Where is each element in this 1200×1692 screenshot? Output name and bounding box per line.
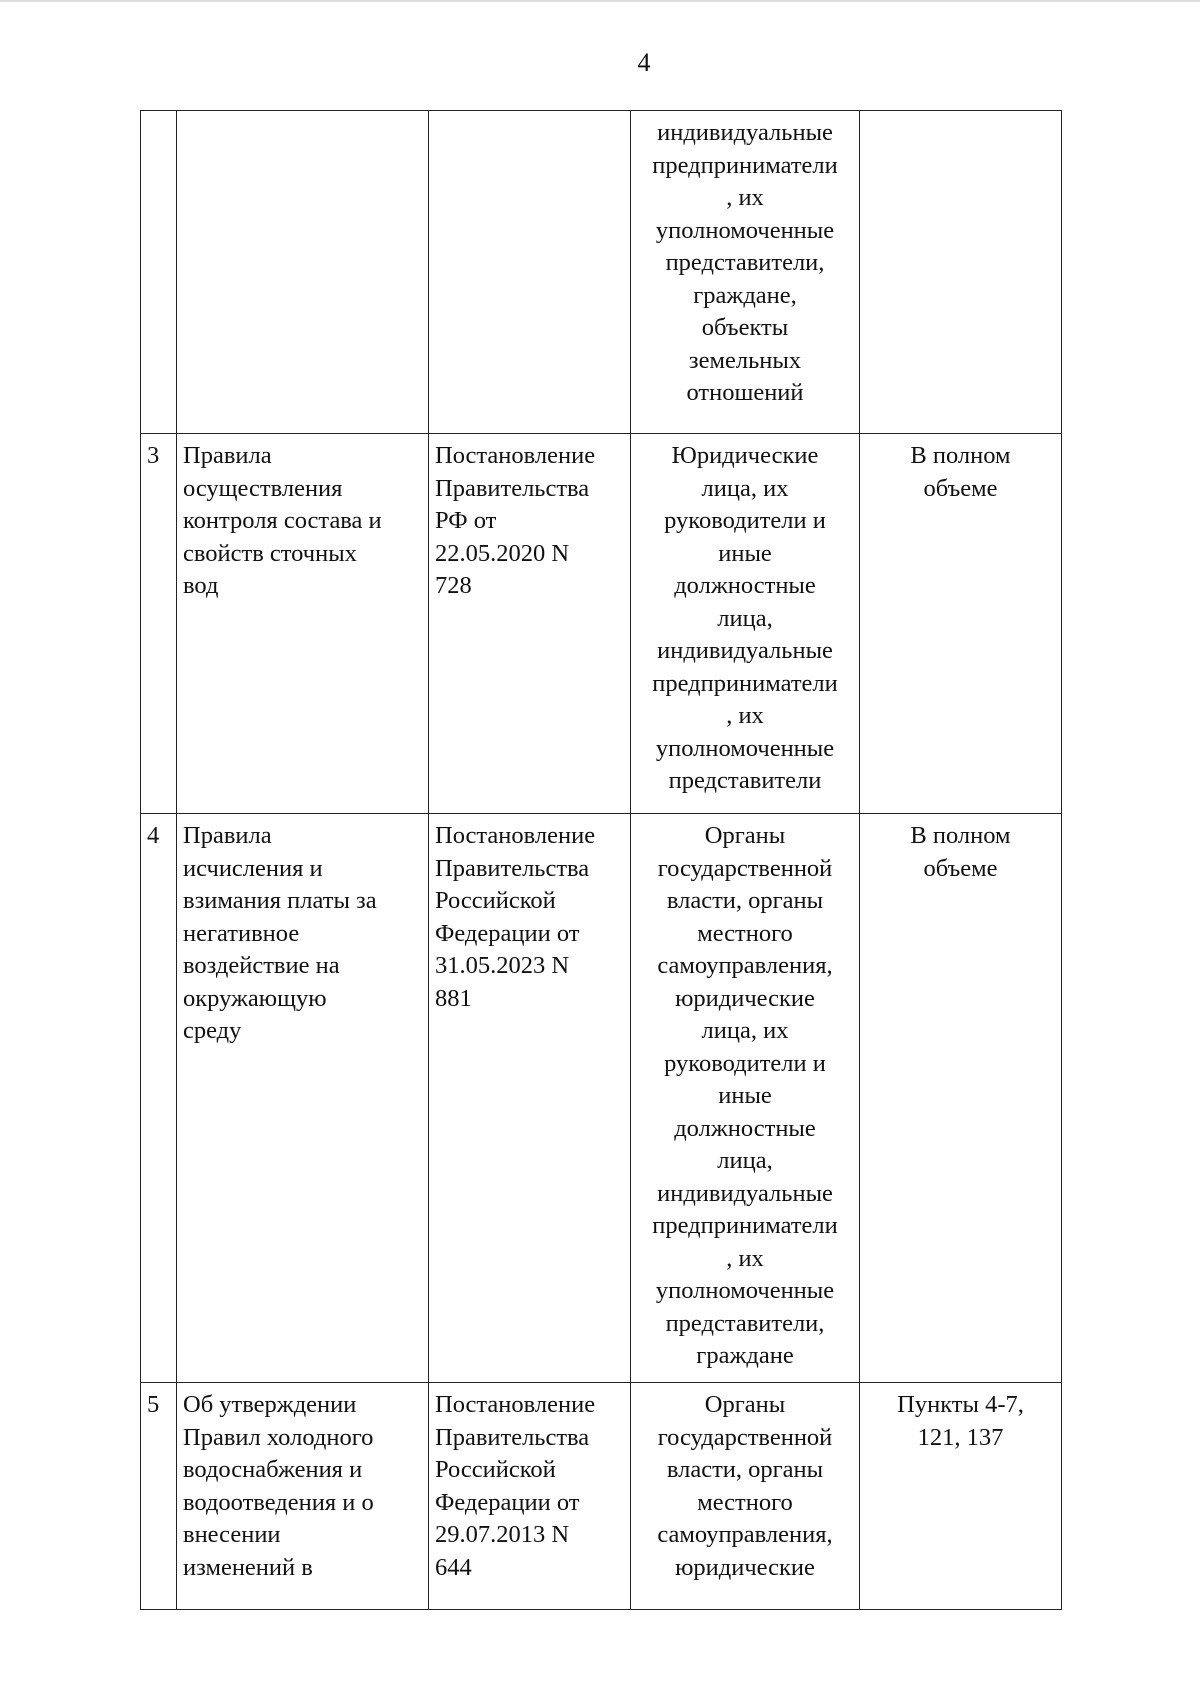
scan-edge	[0, 0, 1200, 2]
act-name-cell	[177, 111, 429, 434]
subjects-cell	[631, 111, 860, 434]
act-details: Постановление Правительства РФ от 22.05.2020 N 728	[435, 442, 596, 599]
act-details-cell	[429, 1383, 631, 1610]
row-number-cell	[141, 434, 177, 814]
table-row	[141, 814, 1062, 1383]
subjects: Органы государственной власти, органы местного самоуправления, юридические лица, их руководители и иные должностные лица, индивидуальные предприниматели , их уполномоченные представители, граждане	[652, 822, 838, 1369]
scope-cell	[860, 1383, 1062, 1610]
act-details: Постановление Правительства Российской Федерации от 31.05.2023 N 881	[435, 822, 596, 1012]
scope-cell	[860, 814, 1062, 1383]
scope: Пункты 4-7, 121, 137	[897, 1391, 1024, 1451]
scope: В полном объеме	[910, 442, 1011, 502]
row-number: 5	[147, 1391, 160, 1418]
subjects: Юридические лица, их руководители и иные должностные лица, индивидуальные предприниматели , их уполномоченные представители	[652, 442, 838, 794]
subjects: индивидуальные предприниматели , их уполномоченные представители, граждане, объекты земельных отношений	[652, 119, 838, 406]
subjects-cell	[631, 1383, 860, 1610]
act-name: Об утверждении Правил холодного водоснабжения и водоотведения и о внесении изменений в	[183, 1391, 374, 1581]
act-name-cell	[177, 434, 429, 814]
table-row	[141, 434, 1062, 814]
act-name-cell	[177, 814, 429, 1383]
scope-cell	[860, 111, 1062, 434]
act-name: Правила осуществления контроля состава и свойств сточных вод	[183, 442, 382, 599]
table-row	[141, 1383, 1062, 1610]
row-number: 4	[147, 822, 160, 849]
row-number: 3	[147, 442, 160, 469]
act-name-cell	[177, 1383, 429, 1610]
row-number-cell	[141, 111, 177, 434]
act-details-cell	[429, 434, 631, 814]
scope: В полном объеме	[910, 822, 1011, 882]
subjects-cell	[631, 434, 860, 814]
subjects: Органы государственной власти, органы местного самоуправления, юридические	[657, 1391, 833, 1581]
act-details-cell	[429, 814, 631, 1383]
page-number: 4	[637, 48, 651, 77]
legal-acts-table	[140, 110, 1062, 1610]
row-number-cell	[141, 1383, 177, 1610]
act-details: Постановление Правительства Российской Федерации от 29.07.2013 N 644	[435, 1391, 596, 1581]
table-row	[141, 111, 1062, 434]
row-number-cell	[141, 814, 177, 1383]
act-name: Правила исчисления и взимания платы за негативное воздействие на окружающую среду	[183, 822, 377, 1044]
act-details-cell	[429, 111, 631, 434]
scope-cell	[860, 434, 1062, 814]
subjects-cell	[631, 814, 860, 1383]
